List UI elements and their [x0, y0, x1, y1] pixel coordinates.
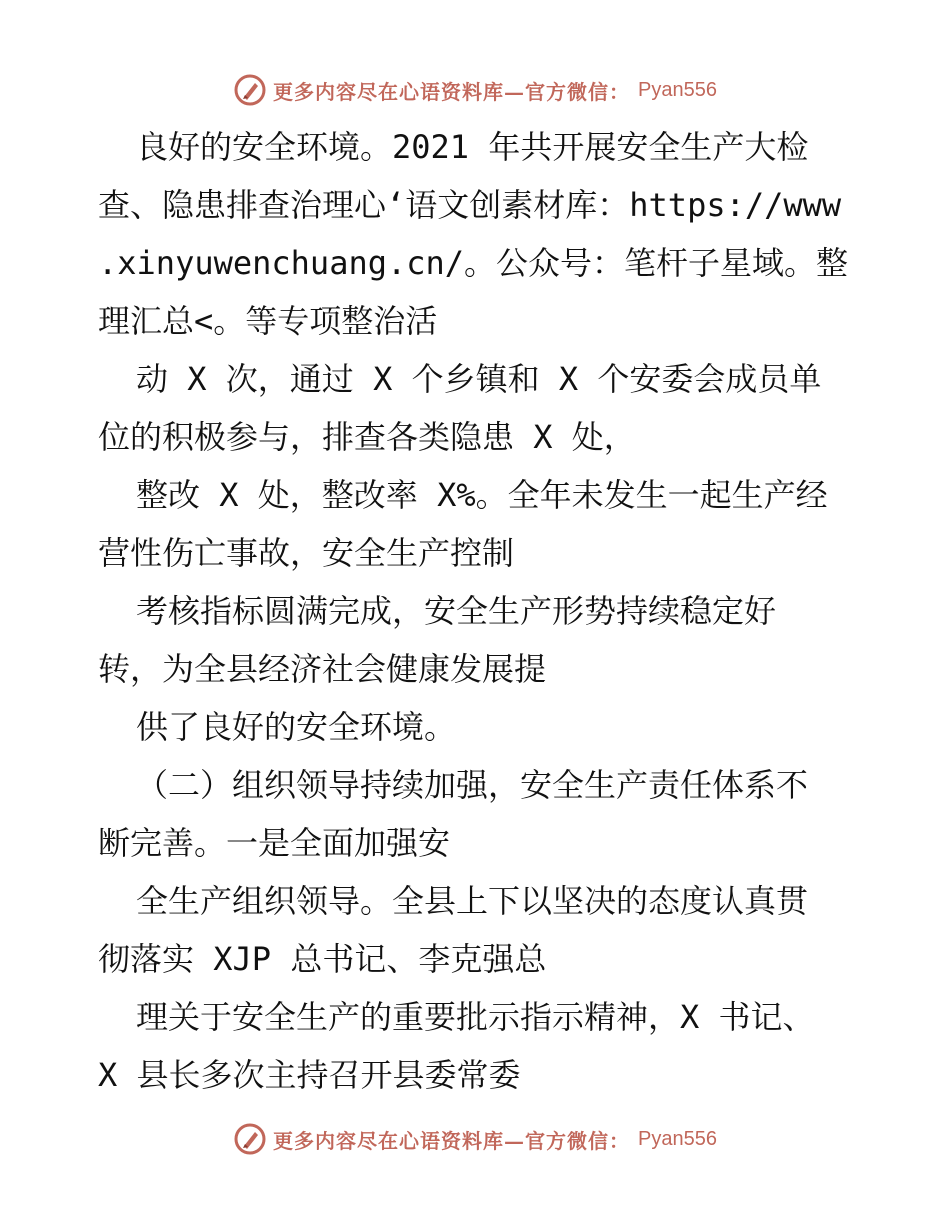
- text-line: 整改 X 处，整改率 X%。全年未发生一起生产经: [136, 476, 828, 514]
- watermark-text: 更多内容尽在心语资料库—官方微信：: [273, 79, 631, 104]
- watermark-wechat-id: Pyan556: [638, 78, 717, 101]
- text-line: 理汇总<。等专项整治活: [98, 302, 438, 340]
- text-line: 彻落实 XJP 总书记、李克强总: [98, 940, 547, 978]
- text-line: 断完善。一是全面加强安: [98, 824, 451, 862]
- header-watermark: [0, 70, 950, 110]
- text-line: 全生产组织领导。全县上下以坚决的态度认真贯: [136, 882, 809, 920]
- text-line: 考核指标圆满完成，安全生产形势持续稳定好: [136, 592, 777, 630]
- text-line: .xinyuwenchuang.cn/。公众号：笔杆子星域。整: [98, 244, 849, 282]
- watermark-wechat-id: Pyan556: [638, 1127, 717, 1150]
- watermark-text: 更多内容尽在心语资料库—官方微信：: [273, 1128, 631, 1153]
- text-line: （二）组织领导持续加强，安全生产责任体系不: [136, 766, 809, 804]
- pen-seal-icon: [233, 73, 267, 107]
- text-line: 查、隐患排查治理心‘语文创素材库：https://www: [98, 186, 842, 224]
- text-line: 良好的安全环境。2021 年共开展安全生产大检: [136, 128, 809, 166]
- text-line: 动 X 次，通过 X 个乡镇和 X 个安委会成员单: [136, 360, 822, 398]
- pen-seal-icon: [233, 1122, 267, 1156]
- text-line: 供了良好的安全环境。: [136, 708, 457, 746]
- text-line: 转，为全县经济社会健康发展提: [98, 650, 547, 688]
- text-line: 位的积极参与，排查各类隐患 X 处，: [98, 418, 636, 456]
- document-body: [98, 118, 868, 1104]
- text-line: X 县长多次主持召开县委常委: [98, 1056, 521, 1094]
- text-line: 理关于安全生产的重要批示指示精神，X 书记、: [136, 998, 815, 1036]
- footer-watermark: [0, 1119, 950, 1159]
- text-line: 营性伤亡事故，安全生产控制: [98, 534, 515, 572]
